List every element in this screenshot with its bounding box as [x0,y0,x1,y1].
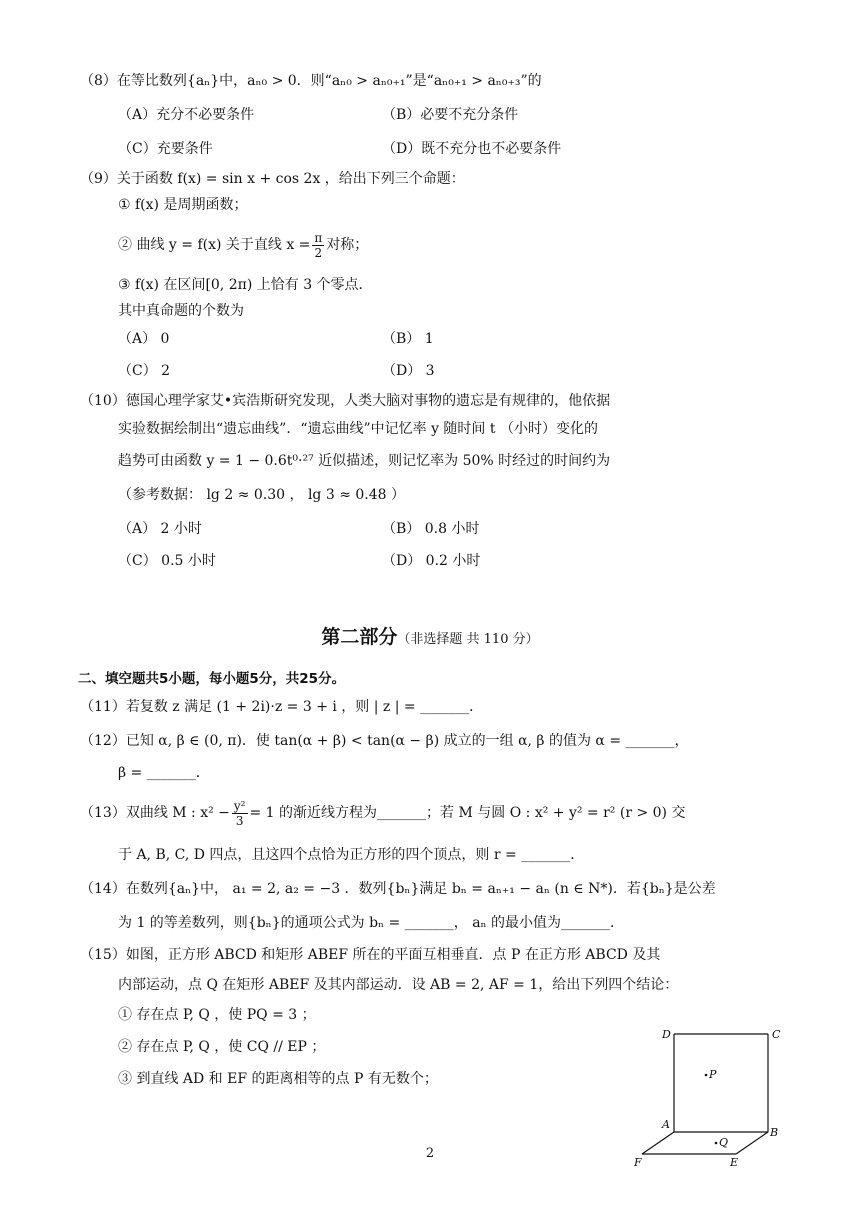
part-two-heading [0,622,860,649]
q14-line-2: 为 1 的等差数列，则{bₙ}的通项公式为 bₙ = _______， aₙ 的最小值为_______． [118,915,625,931]
q11: （11）若复数 z 满足 (1 + 2i)·z = 3 + i ，则 | z | = _______． [80,699,484,715]
fraction-numerator: y² [233,798,246,813]
fraction-denominator: 3 [235,813,244,828]
q10-option-d: （D） 0.2 小时 [382,553,481,569]
q15-line-2: 内部运动，点 Q 在矩形 ABEF 及其内部运动．设 AB = 2, AF = 1，给出下列四个结论： [118,977,679,993]
q9-option-b: （B） 1 [382,331,434,347]
q9-p2-text: ② 曲线 y = f(x) 关于直线 x = [118,237,311,253]
q9-stem: （9）关于函数 f(x) = sin x + cos 2x ，给出下列三个命题： [80,171,465,187]
q13-text: （13）双曲线 M : x² − [80,805,230,821]
page-number: 2 [425,1146,435,1161]
q8-option-c: （C）充要条件 [118,141,213,157]
point-P [705,1074,708,1077]
q9-p2-suffix: 对称； [326,237,369,253]
q8-option-d: （D）既不充分也不必要条件 [382,141,562,157]
point-Q [715,1142,718,1145]
q9-question: 其中真命题的个数为 [118,303,244,319]
q9-option-d: （D） 3 [382,363,435,379]
q8-option-b: （B）必要不充分条件 [382,107,519,123]
q9-proposition-1: ① f(x) 是周期函数； [118,197,248,213]
q10-line-3: 趋势可由函数 y = 1 − 0.6t⁰·²⁷ 近似描述，则记忆率为 50% 时经过的时间约为 [118,453,611,469]
label-F: F [634,1156,642,1169]
y2-over-3-fraction [232,799,248,828]
q13-line-1 [80,796,685,830]
q14-line-1: （14）在数列{aₙ}中， a₁ = 2, a₂ = −3 ．数列{bₙ}满足 bₙ = aₙ₊₁ − aₙ (n ∈ N*)．若{bₙ}是公差 [80,881,716,897]
label-Q: Q [719,1136,729,1149]
label-P: P [709,1068,717,1081]
q8-stem: （8）在等比数列{aₙ}中，aₙ₀ > 0．则“aₙ₀ > aₙ₀₊₁”是“aₙ₀₊₁ > aₙ₀₊₃”的 [80,73,542,89]
q12-line-2: β = _______． [118,765,210,781]
q9-proposition-2 [118,228,368,262]
label-C: C [772,1028,781,1041]
q13-text-suffix: = 1 的渐近线方程为_______；若 M 与圆 O : x² + y² = r² (r > 0) 交 [249,805,686,821]
q9-option-c: （C） 2 [118,363,171,379]
q10-option-c: （C） 0.5 小时 [118,553,216,569]
section-two-heading: 二、填空题共5小题，每小题5分，共25分。 [78,671,346,687]
part-two-subtitle: （非选择题 共 110 分） [397,632,539,647]
q15-conclusion-1: ① 存在点 P, Q ，使 PQ = 3 ； [118,1007,316,1023]
label-D: D [662,1028,671,1041]
label-A: A [662,1118,670,1131]
q8-option-a: （A）充分不必要条件 [118,107,255,123]
q9-option-a: （A） 0 [118,331,170,347]
q9-proposition-3: ③ f(x) 在区间[0, 2π) 上恰有 3 个零点． [118,277,373,293]
q15-conclusion-3: ③ 到直线 AD 和 EF 的距离相等的点 P 有无数个； [118,1071,438,1087]
q15-line-1: （15）如图，正方形 ABCD 和矩形 ABEF 所在的平面互相垂直．点 P 在正方形 ABCD 及其 [80,947,661,963]
q10-option-a: （A） 2 小时 [118,521,202,537]
q10-line-1: （10）德国心理学家艾•宾浩斯研究发现，人类大脑对事物的遗忘是有规律的，他依据 [80,393,611,409]
label-B: B [770,1126,779,1139]
pi-over-2-fraction [312,231,324,260]
part-two-title: 第二部分 [321,626,398,648]
q10-line-2: 实验数据绘制出“遗忘曲线”．“遗忘曲线”中记忆率 y 随时间 t （小时）变化的 [118,421,598,437]
label-E: E [730,1156,739,1169]
q13-line-2: 于 A, B, C, D 四点，且这四个点恰为正方形的四个顶点，则 r = _______． [118,847,585,863]
q10-option-b: （B） 0.8 小时 [382,521,480,537]
q10-reference-data: （参考数据： lg 2 ≈ 0.30 ， lg 3 ≈ 0.48 ） [118,487,405,503]
fraction-numerator: π [314,230,323,245]
fraction-denominator: 2 [314,245,323,260]
q15-conclusion-2: ② 存在点 P, Q ，使 CQ // EP ； [118,1039,326,1055]
q12-line-1: （12）已知 α, β ∈ (0, π)．使 tan(α + β) < tan(α − β) 成立的一组 α, β 的值为 α = _______， [80,733,689,749]
